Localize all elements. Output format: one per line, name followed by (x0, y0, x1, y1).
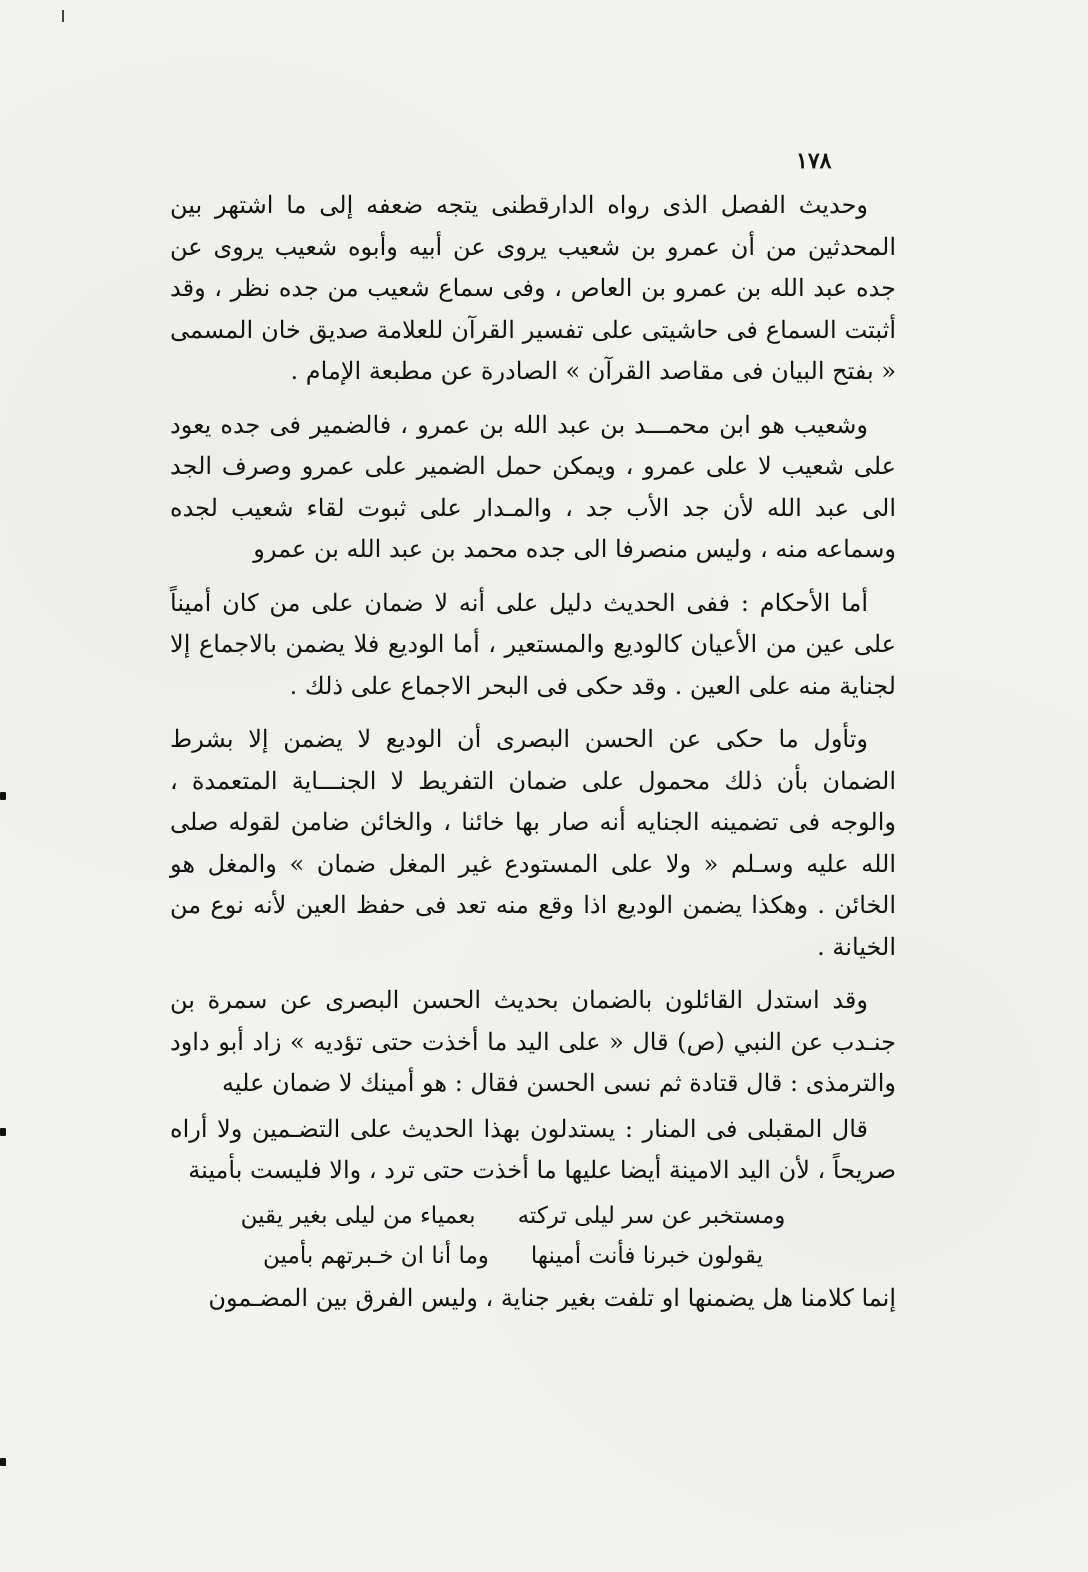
paragraph-rulings: أما الأحكام : ففى الحديث دليل على أنه لا ضمان على من كان أميناً على عين من الأعيان كالوديع والمستعير ، أما الوديع فلا يضمن بالاجماع إلا لجناية منه على العين . وقد حكى فى البحر الاجماع على ذلك . (170, 588, 896, 700)
paragraph-hasan-basri: وتأول ما حكى عن الحسن البصرى أن الوديع لا يضمن إلا بشرط الضمان بأن ذلك محمول على ضمان التفريط لا الجنـــاية المتعمدة ، والوجه فى تضمينه الجنايه أنه صار بها خائنا ، والخائن ضامن لقوله صلى الله عليه وسـلم « ولا على المستودع غير المغل ضمان » والمغل هو الخائن . وهكذا يضمن الوديع اذا وقع منه تعد فى حفظ العين لأنه نوع من الخيانة . (170, 725, 896, 961)
poem-hemistich-right: يقولون خبرنا فأنت أمينها (530, 1242, 763, 1269)
closing-line: إنما كلامنا هل يضمنها او تلفت بغير جناية ، وليس الفرق بين المضـمون (208, 1283, 896, 1312)
poem-hemistich-left: بعمياء من ليلى بغير يقين (240, 1202, 476, 1229)
poem-hemistich-right: ومستخبر عن سر ليلى تركته (517, 1202, 786, 1229)
scan-mark (62, 10, 64, 22)
paragraph-muqbili: قال المقبلى فى المنار : يستدلون بهذا الحديث على التضـمين ولا أراه صريحاً ، لأن اليد الامينة أيضا عليها ما أخذت حتى ترد ، والا فليست بأمينة (170, 1114, 896, 1184)
margin-mark (0, 792, 6, 800)
poem-line (170, 1196, 896, 1236)
page-number: ١٧٨ (796, 148, 832, 174)
poem-verses (170, 1196, 896, 1276)
paragraph-evidence: وقد استدل القائلون بالضمان بحديث الحسن البصرى عن سمرة بن جنـدب عن النبي (ص) قال « على اليد ما أخذت حتى تؤديه » زاد أبو داود والترمذى : قال قتادة ثم نسى الحسن فقال : هو أمينك لا ضمان عليه (170, 986, 897, 1097)
margin-mark (0, 1128, 6, 1136)
paragraph-shuayb: وشعيب هو ابن محمـــد بن عبد الله بن عمرو ، فالضمير فى جده يعود على شعيب لا على عمرو ، ويمكن حمل الضمير على عمرو وصرف الجد الى عبد الله لأن جد الأب جد ، والمـدار على ثبوت لقاء شعيب لجده وسماعه منه ، وليس منصرفا الى جده محمد بن عبد الله بن عمرو (170, 410, 896, 563)
poem-line (170, 1236, 896, 1276)
page-body (170, 185, 896, 1343)
poem-hemistich-left: وما أنا ان خـبرتهم بأمين (263, 1242, 489, 1269)
paragraph-hadith-chain: وحديث الفصل الذى رواه الدارقطنى يتجه ضعفه إلى ما اشتهر بين المحدثين من أن عمرو بن شعيب يروى عن أبيه وأبوه شعيب يروى عن جده عبد الله بن عمرو بن العاص ، وفى سماع شعيب من جده نظر ، وقد أثبتت السماع فى حاشيتى على تفسير القرآن للعلامة صديق خان المسمى « بفتح البيان فى مقاصد القرآن » الصادرة عن مطبعة الإمام . (170, 191, 897, 385)
margin-mark (0, 1458, 6, 1466)
